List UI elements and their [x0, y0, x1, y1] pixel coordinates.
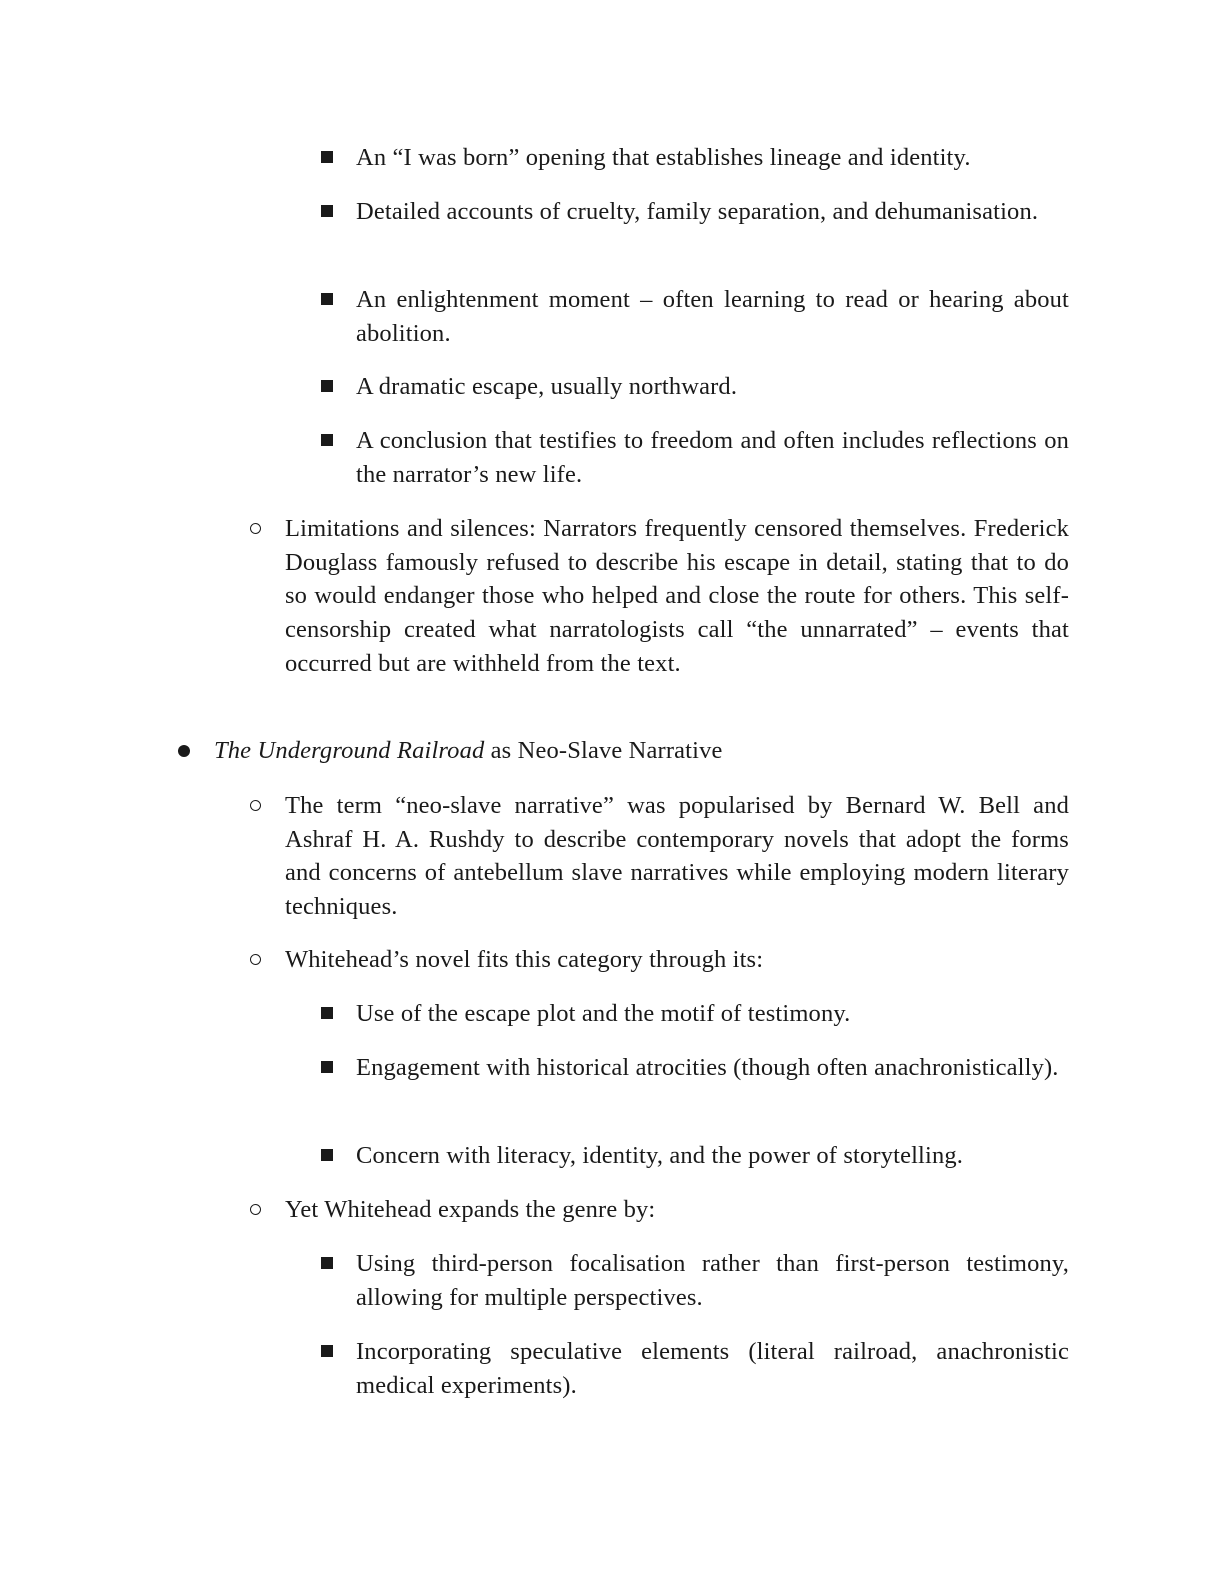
square-bullet-icon — [321, 283, 333, 317]
list-item: A dramatic escape, usually northward. — [356, 373, 738, 400]
list-item: Yet Whitehead expands the genre by: — [285, 1196, 656, 1223]
square-bullet-icon — [321, 195, 333, 229]
list-item: Engagement with historical atrocities (though often anachronistically). — [356, 1054, 1059, 1081]
section-heading — [214, 734, 1074, 768]
hollow-circle-bullet-icon — [250, 1193, 261, 1227]
book-title: The Underground Railroad — [214, 737, 485, 764]
filled-circle-bullet-icon — [178, 734, 190, 768]
square-bullet-icon — [321, 997, 333, 1031]
list-item: Incorporating speculative elements (literal railroad, anachronistic medical experiments). — [356, 1338, 1069, 1399]
list-item: An “I was born” opening that establishes lineage and identity. — [356, 144, 971, 171]
hollow-circle-bullet-icon — [250, 943, 261, 977]
list-item: Limitations and silences: Narrators frequently censored themselves. Frederick Douglass famously refused to describe his escape in detail, stating that to do so would endanger those who helped and close the route for others. This self-censorship created what narratologists call “the unnarrated” – events that occurred but are withheld from the text. — [285, 515, 1069, 677]
list-item: A conclusion that testifies to freedom and often includes reflections on the narrator’s new life. — [356, 427, 1069, 488]
hollow-circle-bullet-icon — [250, 512, 261, 546]
section-heading-rest: as Neo-Slave Narrative — [484, 737, 723, 764]
list-item: Whitehead’s novel fits this category through its: — [285, 946, 764, 973]
square-bullet-icon — [321, 141, 333, 175]
list-item: Use of the escape plot and the motif of testimony. — [356, 1000, 851, 1027]
square-bullet-icon — [321, 1247, 333, 1281]
list-item: Detailed accounts of cruelty, family separation, and dehumanisation. — [356, 198, 1039, 225]
square-bullet-icon — [321, 1139, 333, 1173]
square-bullet-icon — [321, 424, 333, 458]
hollow-circle-bullet-icon — [250, 789, 261, 823]
square-bullet-icon — [321, 370, 333, 404]
square-bullet-icon — [321, 1051, 333, 1085]
square-bullet-icon — [321, 1335, 333, 1369]
list-item: The term “neo-slave narrative” was popularised by Bernard W. Bell and Ashraf H. A. Rushdy to describe contemporary novels that adopt the forms and concerns of antebellum slave narratives while employing modern literary techniques. — [285, 792, 1069, 921]
list-item: Concern with literacy, identity, and the power of storytelling. — [356, 1142, 964, 1169]
list-item: Using third-person focalisation rather than first-person testimony, allowing for multiple perspectives. — [356, 1250, 1069, 1311]
list-item: An enlightenment moment – often learning to read or hearing about abolition. — [356, 286, 1069, 347]
